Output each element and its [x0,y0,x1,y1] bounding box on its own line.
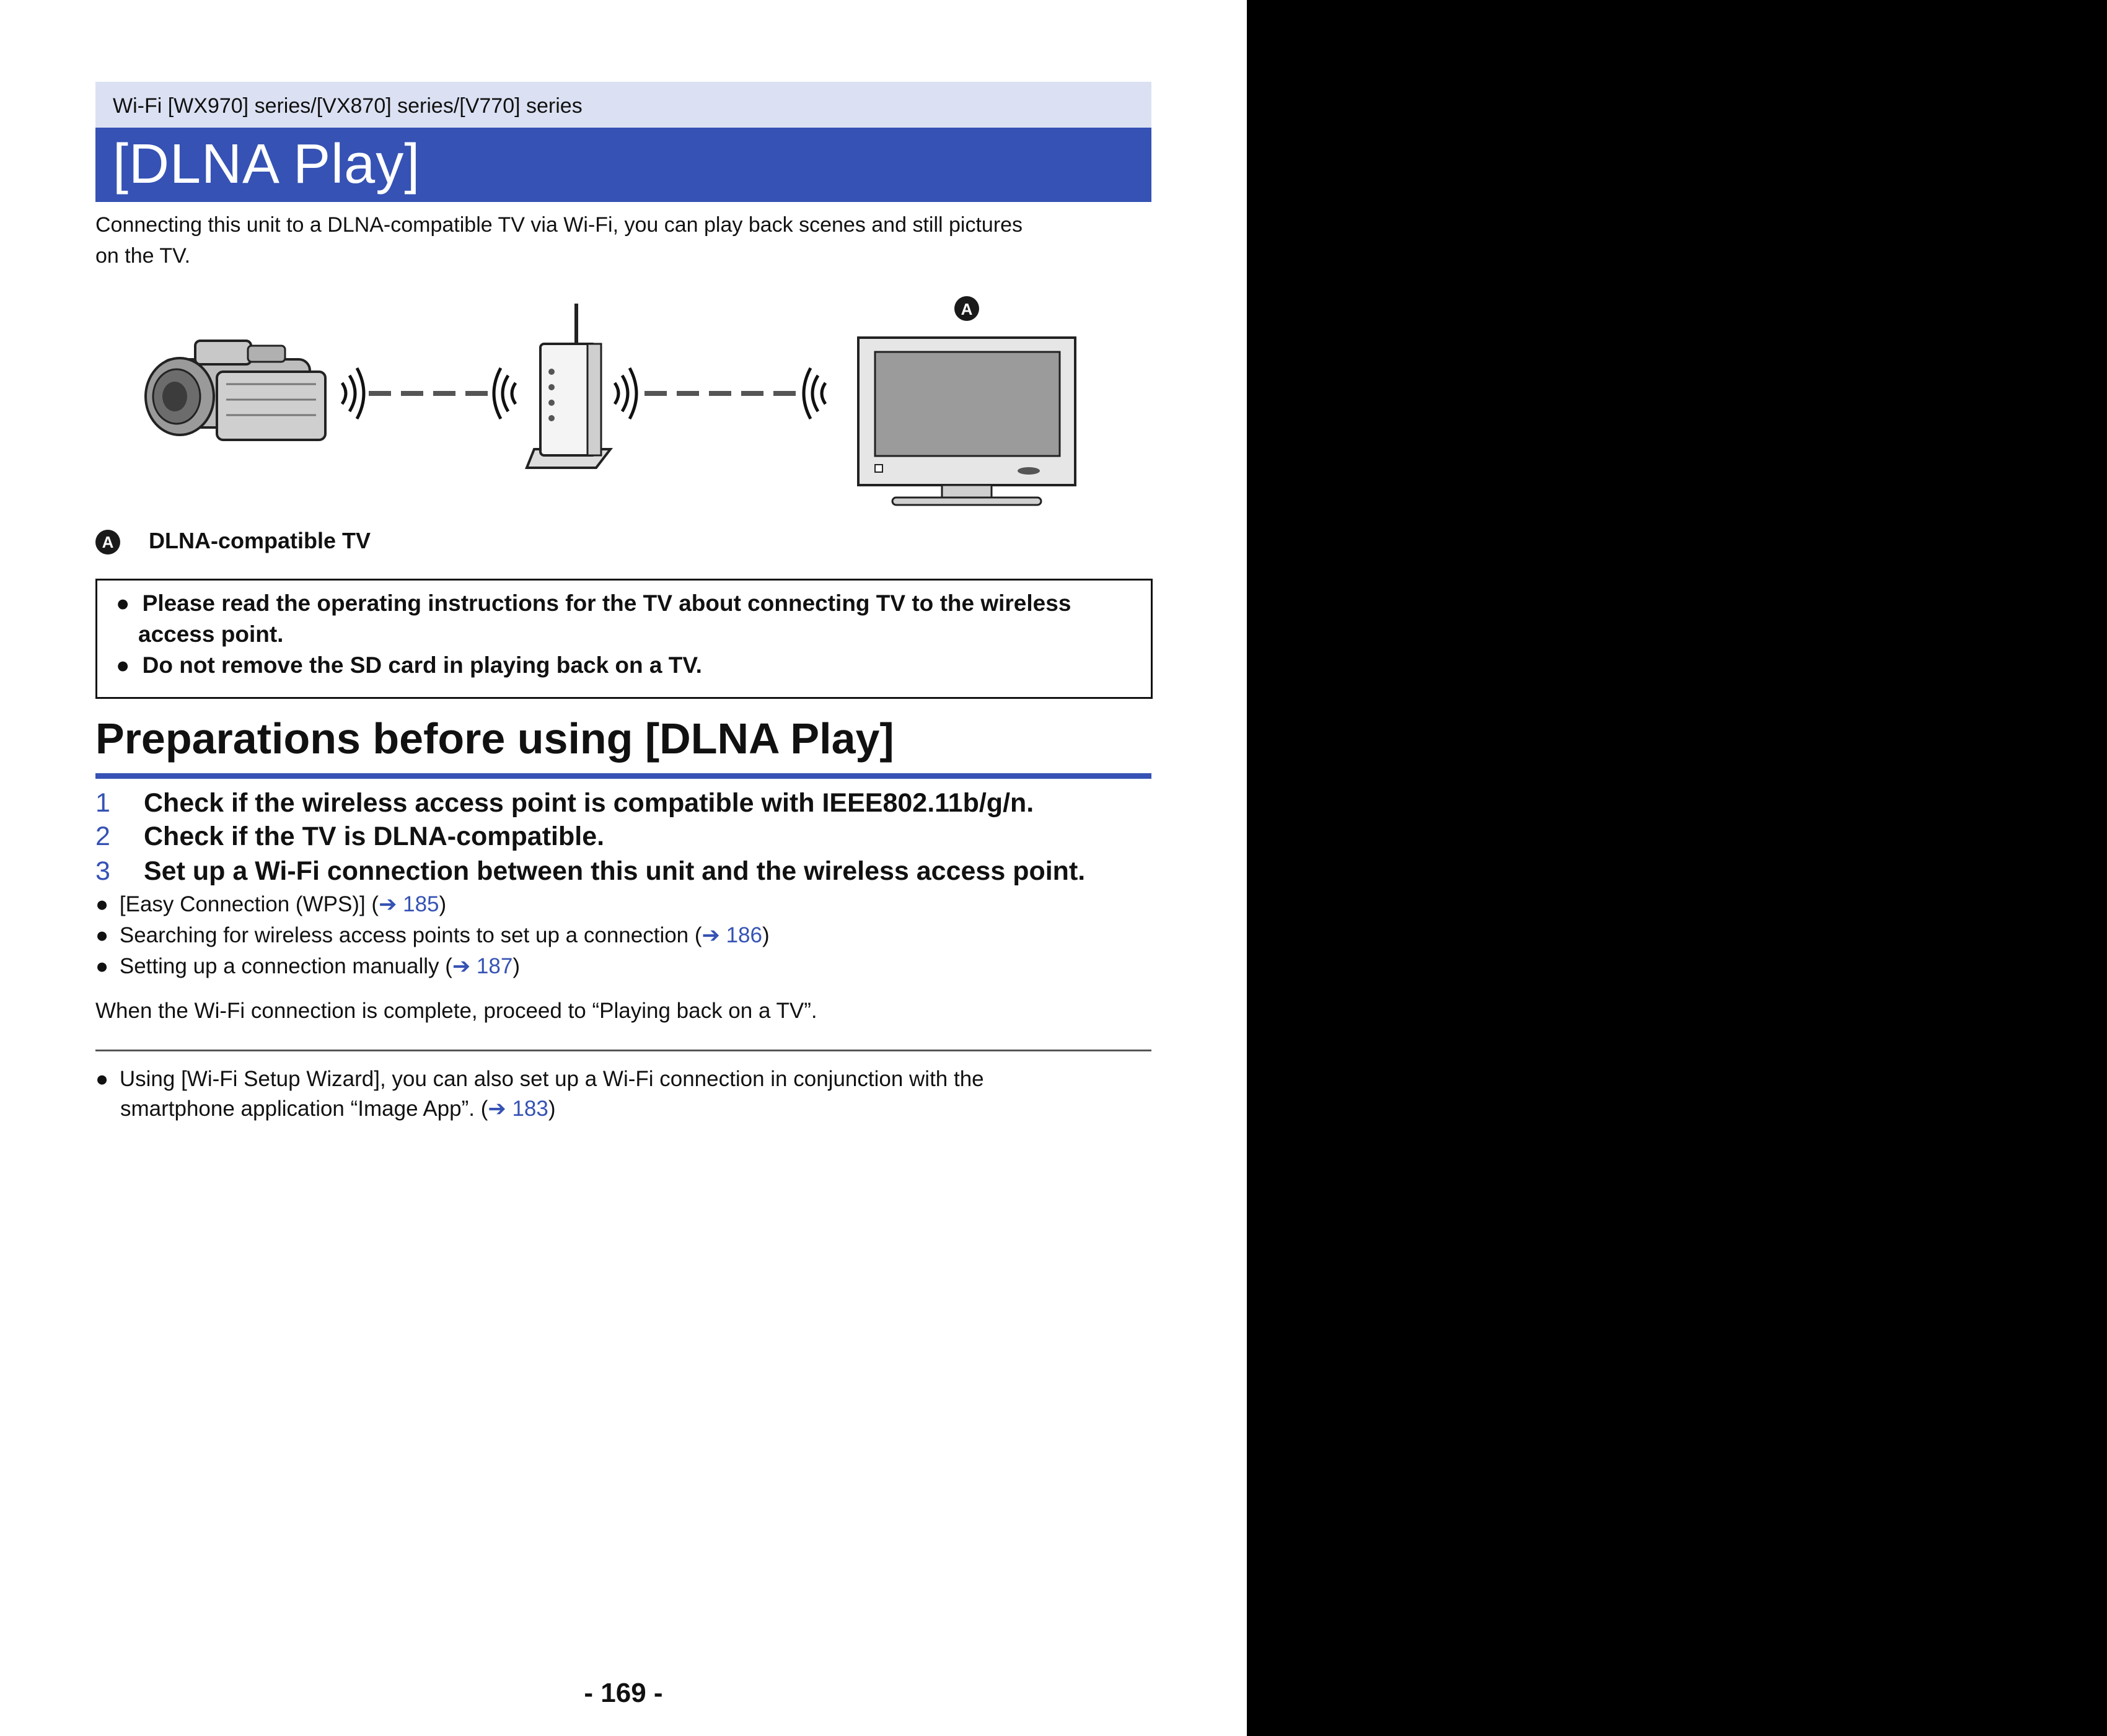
bullet-icon: ● [95,954,109,978]
page-ref-link[interactable]: ➔ 183 [488,1097,548,1121]
note-item-1-cont: access point. [138,621,284,647]
bullet-icon: ● [95,892,109,916]
page-ref-link[interactable]: ➔ 187 [452,954,513,978]
step-2 [95,822,604,852]
footnote-line-1: ● Using [Wi-Fi Setup Wizard], you can also set up a Wi-Fi connection in conjunction with the [95,1067,984,1091]
step-number: 2 [95,822,110,851]
series-header [95,82,1151,128]
bullet-icon: ● [95,1067,109,1091]
bullet-easy-connection: ● [Easy Connection (WPS)] (➔ 185) [95,892,447,916]
bullet-search-access-points: ● Searching for wireless access points to set up a connection (➔ 186) [95,923,770,947]
title-banner [95,128,1151,202]
page-number: - 169 - [584,1678,663,1708]
callout-a [95,528,371,555]
note-item-1: ● Please read the operating instructions for the TV about connecting TV to the wireless [116,590,1071,616]
connection-diagram [93,279,1153,514]
note-item-2: ● Do not remove the SD card in playing back on a TV. [116,652,702,678]
section-rule [95,773,1151,779]
intro-paragraph [95,209,1023,271]
access-point-illustration [527,304,610,468]
page-ref-link[interactable]: ➔ 185 [379,892,439,916]
bullet-manual-setup: ● Setting up a connection manually (➔ 187) [95,954,520,978]
page-title: [DLNA Play] [113,133,421,195]
step-text: Set up a Wi-Fi connection between this unit and the wireless access point. [144,856,1086,886]
divider [95,1050,1151,1051]
footnote-line-2: smartphone application “Image App”. (➔ 183) [120,1097,556,1121]
step-text: Check if the TV is DLNA-compatible. [144,822,605,851]
tv-illustration [858,338,1075,505]
bullet-icon: ● [95,923,109,947]
marker-a-label: A [961,300,973,318]
intro-line-2: on the TV. [95,244,191,268]
marker-a-icon: A [95,530,120,555]
step-number: 1 [95,788,110,818]
step-3 [95,856,1085,887]
marker-a-badge [954,296,979,321]
page-ref-link[interactable]: ➔ 186 [702,923,762,947]
step-1 [95,788,1034,818]
completion-paragraph: When the Wi-Fi connection is complete, proceed to “Playing back on a TV”. [95,999,817,1023]
series-label: Wi-Fi [WX970] series/[VX870] series/[V770] series [113,94,583,118]
bullet-icon: ● [116,652,130,678]
notes-box [95,579,1153,699]
camcorder-illustration [146,341,325,440]
step-number: 3 [95,856,110,886]
step-text: Check if the wireless access point is compatible with IEEE802.11b/g/n. [144,788,1034,818]
intro-line-1: Connecting this unit to a DLNA-compatible TV via Wi-Fi, you can play back scenes and still pictures [95,213,1023,237]
bullet-icon: ● [116,590,130,616]
callout-a-text: DLNA-compatible TV [149,528,371,553]
section-heading: Preparations before using [DLNA Play] [95,714,894,763]
